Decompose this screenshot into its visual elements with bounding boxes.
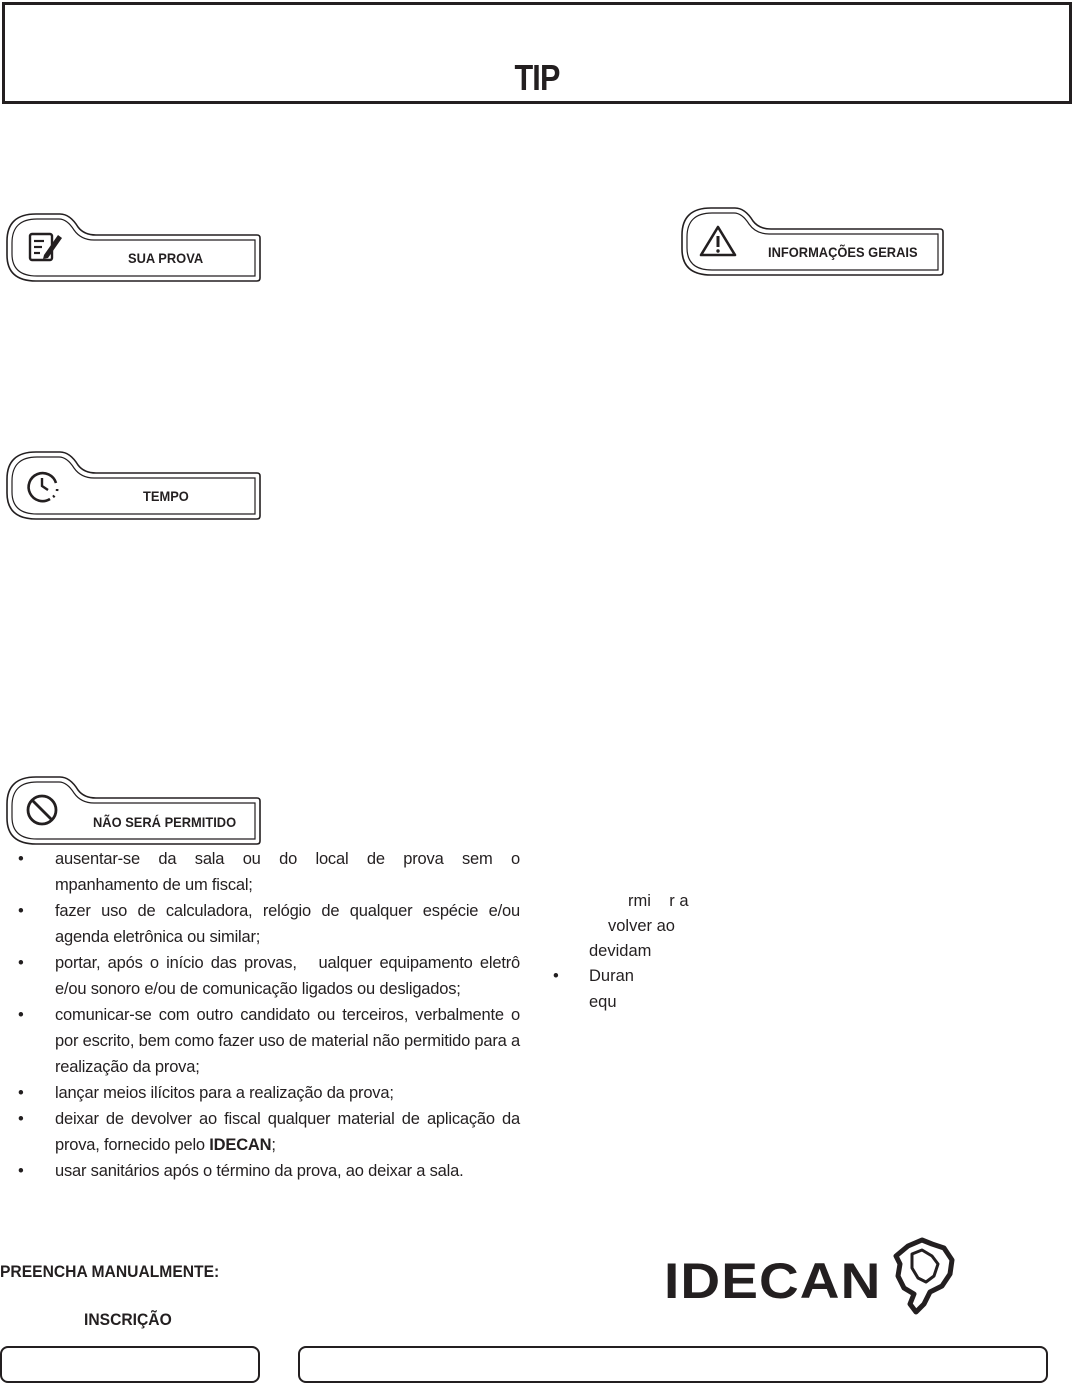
brand-name: IDECAN xyxy=(209,1136,272,1154)
tag-frame xyxy=(6,449,262,521)
fragment-text: equ xyxy=(589,993,617,1011)
inscricao-label: INSCRIÇÃO xyxy=(84,1310,172,1329)
section-tag-nao-permitido xyxy=(6,774,262,846)
page-title: TIP xyxy=(514,57,560,98)
bullet: • xyxy=(18,1006,24,1024)
section-tag-informacoes-gerais xyxy=(681,205,945,277)
list-item xyxy=(0,1002,520,1080)
tag-frame xyxy=(6,774,262,846)
header-frame xyxy=(2,2,1072,104)
list-item xyxy=(0,898,520,950)
fragment-text: Duran xyxy=(589,967,634,985)
tag-frame xyxy=(6,211,262,283)
rule-text: fazer uso de calculadora, relógio de qualquer espécie e/ou agenda eletrônica ou similar; xyxy=(55,902,520,946)
tag-label: SUA PROVA xyxy=(128,250,204,266)
fragment-text: devidam xyxy=(589,942,652,960)
list-item xyxy=(0,846,551,898)
list-item xyxy=(0,1080,520,1106)
rule-text: usar sanitários após o término da prova, ao deixar a sala. xyxy=(55,1162,464,1180)
manual-fill-label: PREENCHA MANUALMENTE: xyxy=(0,1262,220,1281)
rule-text: lançar meios ilícitos para a realização da prova; xyxy=(55,1084,394,1102)
rule-text: deixar de devolver ao fiscal qualquer material de aplicação da prova, fornecido pelo xyxy=(55,1110,520,1154)
brazil-map-logo-icon xyxy=(888,1234,958,1318)
rule-text-end: ; xyxy=(271,1136,276,1154)
name-field[interactable] xyxy=(298,1346,1048,1383)
bullet: • xyxy=(18,1162,24,1180)
section-tag-sua-prova xyxy=(6,211,262,283)
inscricao-field[interactable] xyxy=(0,1346,260,1383)
tag-label: TEMPO xyxy=(143,488,189,504)
bullet: • xyxy=(18,1084,24,1102)
rule-text: portar, após o início das provas, ualquer equipamento eletrô e/ou sonoro e/ou de comunicação ligados ou desligados; xyxy=(55,954,556,998)
rule-text: comunicar-se com outro candidato ou terceiros, verbalmente o por escrito, bem como fazer uso de material não permitido para a realização da prova; xyxy=(55,1006,521,1076)
rule-text: ausentar-se da sala ou do local de prova sem o mpanhamento de um fiscal; xyxy=(55,850,551,894)
bullet: • xyxy=(18,902,24,920)
section-tag-tempo xyxy=(6,449,262,521)
tag-frame xyxy=(681,205,945,277)
list-item xyxy=(0,950,556,1002)
bullet: • xyxy=(553,967,559,985)
logo-text: IDECAN xyxy=(664,1253,882,1309)
prohibited-rules-list xyxy=(0,846,556,1184)
list-item xyxy=(0,1158,520,1184)
tag-label: INFORMAÇÕES GERAIS xyxy=(768,244,918,260)
fragment-text: rmi r a xyxy=(628,892,689,910)
tag-label: NÃO SERÁ PERMITIDO xyxy=(93,814,237,830)
bullet: • xyxy=(18,954,24,972)
bullet: • xyxy=(18,1110,24,1128)
list-item xyxy=(0,1106,520,1158)
fragment-text: volver ao xyxy=(608,917,675,935)
bullet: • xyxy=(18,850,24,868)
